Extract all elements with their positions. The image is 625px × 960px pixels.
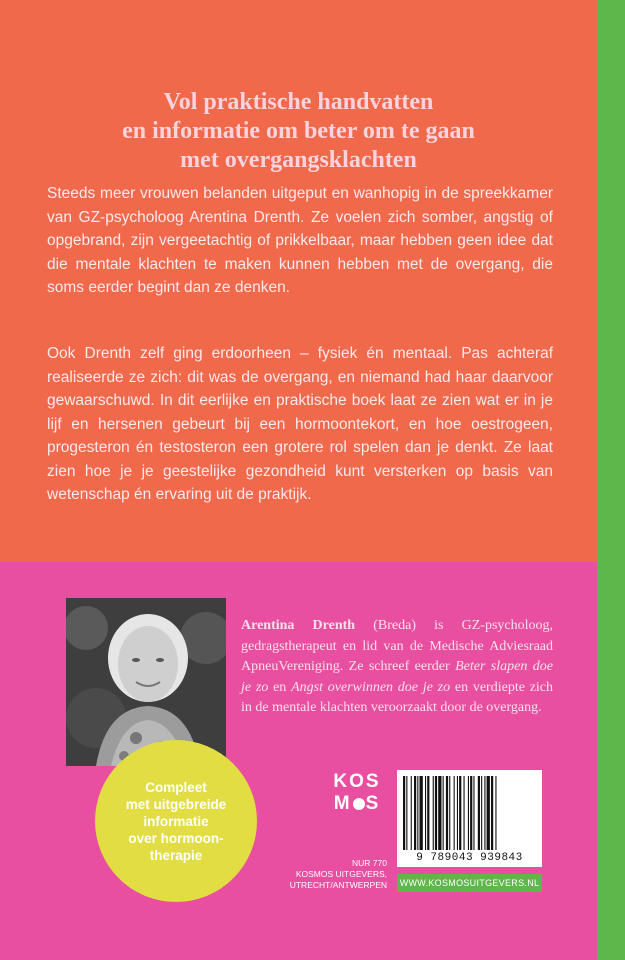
barcode-bar [406, 776, 407, 850]
barcode-bars-icon [401, 776, 538, 850]
blurb-paragraph-1: Steeds meer vrouwen belanden uitgeput en wanhopig in de spreekkamer van GZ-psycholoog Arentina Drenth. Ze voelen zich somber, angstig of opgebrand, zijn vergeetachtig of prikkelbaar, maar hebben geen idee dat die mentale klachten te maken kunnen hebben met de overgang, die soms eerder begint dan ze denken. [47, 185, 553, 296]
publisher-name: KOSMOS UITGEVERS, [295, 869, 387, 879]
headline-line-1: Vol praktische handvatten [163, 89, 434, 115]
bio-book-title-2: Angst overwinnen doe je zo [291, 679, 451, 695]
author-bio [241, 616, 553, 719]
barcode-bar [449, 776, 450, 850]
logo-bottom-left: M [333, 793, 352, 814]
author-photo [66, 598, 226, 766]
isbn-number: 9 789043 939843 [416, 852, 523, 864]
barcode-bar [457, 776, 458, 850]
barcode-bar [425, 776, 426, 850]
bio-text-3: en verdiepte zich in de mentale klachten veroorzaakt door de overgang. [241, 679, 554, 715]
publisher-city: UTRECHT/ANTWERPEN [289, 880, 387, 890]
blurb-paragraph-2: Ook Drenth zelf ging erdoorheen – fysiek én mentaal. Pas achteraf realiseerde ze zich: dit was de overgang, en niemand had haar daarvoor gewaarschuwd. In dit eerlijke en praktische boek laat ze zien wat er in je lijf en hersenen gebeurt bij een hormoontekort, en hoe oestrogeen, progesteron én testosteron een grotere rol spelen dan je denkt. Ze laat zien hoe je je geestelijke gezondheid kunt versterken op basis van wetenschap én ervaring uit de praktijk. [47, 345, 553, 503]
bio-text-2: en [268, 679, 292, 695]
bio-book-title-1: Beter slapen doe je zo [241, 659, 553, 695]
headline-line-2: en informatie om beter om te gaan [122, 118, 475, 144]
barcode-bar [491, 776, 493, 850]
barcode-bar [495, 776, 496, 850]
barcode-bar [459, 776, 461, 850]
barcode-bar [414, 776, 416, 850]
barcode-bar [478, 776, 480, 850]
barcode-bar [481, 776, 482, 850]
headline [60, 88, 537, 175]
barcode-bar [403, 776, 405, 850]
nur-code: NUR 770 [352, 858, 387, 868]
barcode-bar [433, 776, 434, 850]
barcode-bar [443, 776, 444, 850]
imprint [252, 858, 387, 891]
barcode-bar [420, 776, 423, 850]
barcode-bar [435, 776, 437, 850]
spine-stripe [597, 0, 625, 960]
author-portrait-icon [66, 598, 226, 766]
barcode-bar [487, 776, 490, 850]
barcode-bar [427, 776, 429, 850]
badge-line-1: Compleet [145, 779, 207, 795]
headline-line-3: met overgangsklachten [180, 147, 417, 173]
barcode-bar [468, 776, 469, 850]
author-name: Arentina Drenth [241, 618, 356, 633]
logo-bottom-right: S [365, 793, 381, 814]
bio-text-1: (Breda) is GZ-psycholoog, gedragstherapeut en lid van de Medische Adviesraad ApneuVereniging. Ze schreef eerder [241, 618, 553, 674]
barcode-bar [464, 776, 465, 850]
badge-line-4: over hormoon- [128, 830, 224, 846]
barcode-bar [484, 776, 485, 850]
kosmos-logo [327, 771, 387, 831]
barcode-bar [470, 776, 472, 850]
promo-badge [95, 740, 257, 902]
logo-dot-icon [353, 798, 365, 810]
barcode-bar [446, 776, 448, 850]
badge-line-5: therapie [149, 847, 203, 863]
publisher-url: WWW.KOSMOSUITGEVERS.NL [397, 874, 542, 892]
badge-line-3: informatie [143, 813, 209, 829]
barcode-bar [411, 776, 412, 850]
badge-line-2: met uitgebreide [125, 796, 227, 812]
barcode [397, 770, 542, 867]
barcode-bar [438, 776, 441, 850]
barcode-bar [417, 776, 418, 850]
barcode-bar [454, 776, 455, 850]
barcode-bar [473, 776, 474, 850]
logo-top: KOS [333, 771, 381, 792]
